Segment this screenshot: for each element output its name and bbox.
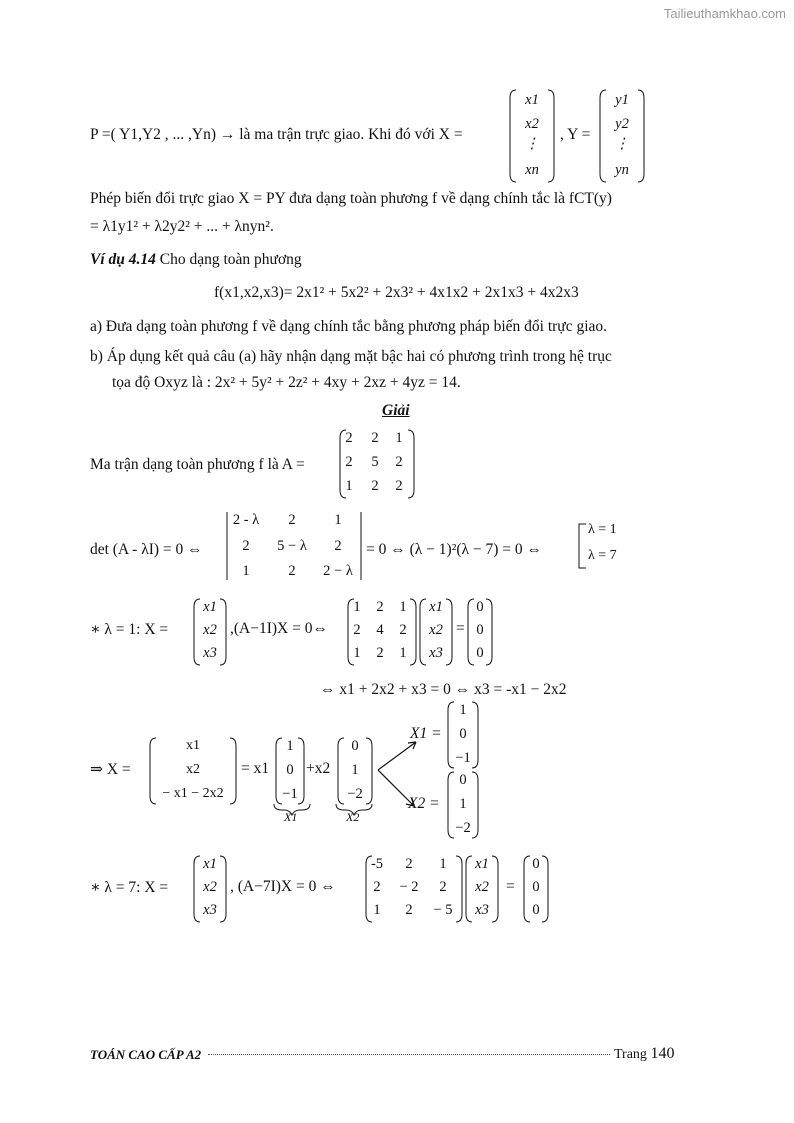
X1-vector — [446, 700, 480, 770]
vector-entry: 0 — [532, 856, 540, 872]
matrix-cell: 2 — [405, 902, 413, 918]
root-1: λ = 1 — [588, 522, 617, 537]
vector-entry: − x1 − 2x2 — [162, 786, 224, 801]
case-lambda7-equation: , (A−7I)X = 0 ⇔ — [230, 878, 336, 895]
case-lambda1-equation: ,(A−1I)X = 0⇔ — [230, 620, 328, 637]
matrix-cell: 2 — [345, 454, 353, 470]
matrix-cell: 2 — [376, 645, 384, 661]
matrix-cell: 2 — [373, 879, 381, 895]
matrix-cell: 2 — [334, 538, 342, 554]
example-header — [90, 251, 302, 269]
x-vector — [508, 88, 556, 184]
matrix-cell: − 5 — [433, 902, 453, 918]
basis-vector-2 — [336, 736, 374, 806]
vector-entry: −2 — [347, 786, 363, 802]
matrix-cell: 1 — [399, 599, 407, 615]
equals-sign: = — [506, 878, 515, 895]
matrix-cell: 2 — [395, 478, 403, 494]
x-vector-entry: xn — [525, 162, 539, 178]
v2-label: X2 — [346, 810, 360, 824]
footer-dotted-leader — [208, 1054, 610, 1055]
matrix-cell: 2 — [371, 430, 379, 446]
x-vector3b — [418, 597, 454, 667]
vector-entry: x1 — [203, 856, 217, 872]
case-lambda1-reduced: ⇔ x1 + 2x2 + x3 = 0 ⇔ x3 = -x1 − 2x2 — [320, 681, 567, 698]
y-vector-entry: yn — [615, 162, 629, 178]
matrix-cell: 1 — [345, 478, 353, 494]
vector-entry: 1 — [286, 738, 294, 754]
zero-vector — [466, 597, 494, 667]
matrix-a — [338, 428, 416, 500]
vector-entry: 0 — [476, 622, 484, 638]
matrix-cell: 5 — [371, 454, 379, 470]
matrix-cell: 1 — [334, 512, 342, 528]
matrix-cell: 1 — [373, 902, 381, 918]
a-minus-7i-matrix — [364, 854, 464, 924]
vector-entry: x2 — [186, 762, 200, 777]
y-vector-label: , Y = — [560, 126, 591, 143]
case-lambda7-label: ∗ λ = 7: X = — [90, 879, 169, 896]
matrix-cell: 2 — [399, 622, 407, 638]
x-vector3c — [192, 854, 228, 924]
roots-bracket — [576, 522, 588, 570]
matrix-cell: 1 — [353, 645, 361, 661]
matrix-cell: 2 — [405, 856, 413, 872]
coefficient-x2: +x2 — [306, 760, 331, 777]
y-vector-entry: y1 — [615, 92, 629, 108]
equals-sign: = — [456, 620, 465, 637]
v1-label: X1 — [284, 810, 298, 824]
matrix-cell: 1 — [439, 856, 447, 872]
vector-entry: 0 — [459, 772, 467, 788]
vector-entry: 0 — [351, 738, 359, 754]
matrix-cell: 2 — [242, 538, 250, 554]
X2-vector — [446, 770, 480, 840]
page-number: 140 — [650, 1045, 675, 1062]
characteristic-equation: = 0 ⇔ (λ − 1)²(λ − 7) = 0 ⇔ — [366, 541, 543, 558]
case-lambda1-label: ∗ λ = 1: X = — [90, 621, 169, 638]
matrix-cell: − 2 — [399, 879, 419, 895]
vector-entry: 0 — [476, 599, 484, 615]
matrix-cell: 2 - λ — [232, 512, 260, 528]
footer-title: TOÁN CAO CẤP A2 — [90, 1047, 202, 1062]
matrix-cell: 2 − λ — [323, 563, 353, 579]
matrix-cell: 1 — [395, 430, 403, 446]
x-vector3d — [464, 854, 500, 924]
matrix-cell: -5 — [370, 856, 384, 872]
x-vector3 — [192, 597, 228, 667]
coefficient-x1: = x1 — [241, 760, 270, 777]
vector-entry: x3 — [203, 645, 217, 661]
matrix-cell: 2 — [439, 879, 447, 895]
x-vector-entry: x2 — [525, 116, 539, 132]
X2-label: X2 = — [408, 795, 440, 812]
x-vector-entry: ⋮ — [524, 136, 540, 152]
matrix-cell: 1 — [242, 563, 250, 579]
matrix-cell: 2 — [353, 622, 361, 638]
basis-vector-1 — [274, 736, 306, 806]
solution-heading: Giải — [382, 402, 410, 419]
vector-entry: x2 — [203, 622, 217, 638]
page-label: Trang — [614, 1047, 647, 1062]
X1-label: X1 = — [410, 725, 442, 742]
matrix-cell: 1 — [353, 599, 361, 615]
vector-entry: x1 — [203, 599, 217, 615]
vector-entry: 0 — [476, 645, 484, 661]
matrix-cell: 2 — [376, 599, 384, 615]
vector-entry: −1 — [455, 750, 471, 766]
matrix-cell: 2 — [288, 563, 296, 579]
vector-entry: x2 — [203, 879, 217, 895]
general-vector — [148, 736, 238, 806]
vector-entry: 0 — [286, 762, 294, 778]
vector-entry: x3 — [429, 645, 443, 661]
question-b-line2: tọa độ Oxyz là : 2x² + 5y² + 2z² + 4xy + 2xz + 4yz = 14. — [112, 374, 461, 391]
vector-entry: x1 — [429, 599, 443, 615]
vector-entry: x2 — [475, 879, 489, 895]
orthogonal-matrix-statement: P =( Y1,Y2 , ... ,Yn) → là ma trận trực giao. Khi đó với X = — [90, 126, 463, 143]
vector-entry: x2 — [429, 622, 443, 638]
vector-entry: −1 — [282, 786, 298, 802]
det-matrix — [224, 510, 364, 582]
question-a: a) Đưa dạng toàn phương f về dạng chính tắc bằng phương pháp biến đổi trực giao. — [90, 318, 608, 335]
general-solution-label: ⇒ X = — [90, 761, 131, 778]
watermark: Tailieuthamkhao.com — [663, 6, 786, 21]
matrix-cell: 2 — [395, 454, 403, 470]
y-vector-entry: ⋮ — [614, 136, 630, 152]
matrix-cell: 5 − λ — [277, 538, 307, 554]
root-2: λ = 7 — [588, 548, 617, 563]
y-vector — [598, 88, 646, 184]
example-intro: Cho dạng toàn phương — [159, 251, 302, 268]
vector-entry: 0 — [532, 902, 540, 918]
vector-entry: x1 — [475, 856, 489, 872]
matrix-cell: 2 — [288, 512, 296, 528]
orthogonal-transform-text: Phép biến đổi trực giao X = PY đưa dạng toàn phương f về dạng chính tắc là fCT(y) — [90, 190, 612, 207]
vector-entry: 0 — [532, 879, 540, 895]
vector-entry: 1 — [351, 762, 359, 778]
question-b-line1: b) Áp dụng kết quả câu (a) hãy nhận dạng mặt bậc hai có phương trình trong hệ trục — [90, 348, 612, 365]
matrix-cell: 2 — [345, 430, 353, 446]
matrix-a-label: Ma trận dạng toàn phương f là A = — [90, 456, 305, 473]
x-vector-entry: x1 — [525, 92, 539, 108]
vector-entry: x1 — [186, 738, 200, 753]
zero-vector2 — [522, 854, 550, 924]
matrix-cell: 4 — [376, 622, 384, 638]
vector-entry: 0 — [459, 726, 467, 742]
vector-entry: 1 — [459, 796, 467, 812]
matrix-cell: 2 — [371, 478, 379, 494]
y-vector-entry: y2 — [615, 116, 629, 132]
vector-entry: x3 — [475, 902, 489, 918]
matrix-cell: 1 — [399, 645, 407, 661]
example-label: Ví dụ 4.14 — [90, 251, 156, 268]
vector-entry: x3 — [203, 902, 217, 918]
footer-page — [614, 1045, 674, 1063]
quadratic-form-formula: f(x1,x2,x3)= 2x1² + 5x2² + 2x3² + 4x1x2 + 2x1x3 + 4x2x3 — [214, 284, 579, 301]
vector-entry: 1 — [459, 702, 467, 718]
vector-entry: −2 — [455, 820, 471, 836]
canonical-form: = λ1y1² + λ2y2² + ... + λnyn². — [90, 218, 274, 235]
det-label: det (A - λI) = 0 ⇔ — [90, 541, 203, 558]
a-minus-i-matrix — [346, 597, 418, 667]
